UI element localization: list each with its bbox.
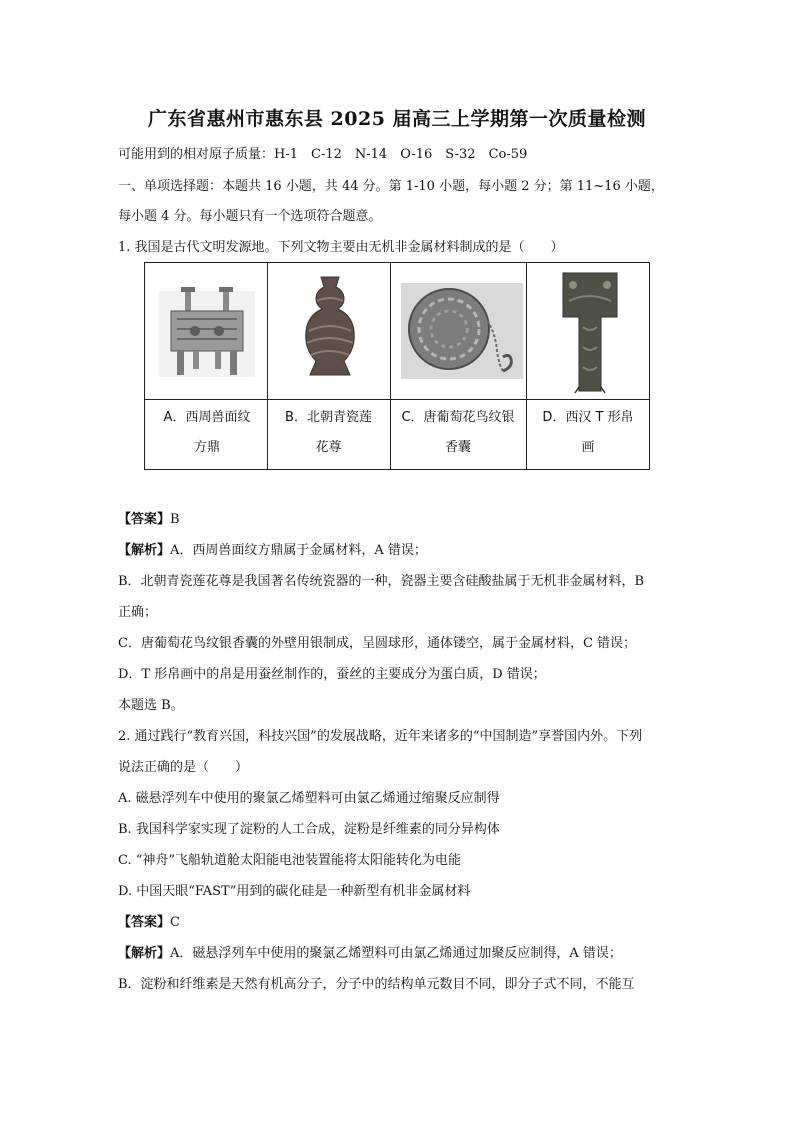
question-1-analysis-line: 【解析】A．西周兽面纹方鼎属于金属材料，A 错误； bbox=[118, 543, 427, 558]
question-1-analysis-line: D．T 形帛画中的帛是用蚕丝制作的，蚕丝的主要成分为蛋白质，D 错误； bbox=[118, 667, 546, 682]
question-2-answer: 【答案】C bbox=[118, 915, 180, 930]
silk-painting-icon bbox=[557, 271, 623, 395]
question-2-analysis-line: B．淀粉和纤维素是天然有机高分子，分子中的结构单元数目不同，即分子式不同，不能互 bbox=[118, 977, 635, 992]
question-2-stem-line-1: 2. 通过践行“教育兴国，科技兴国”的发展战略，近年来诸多的“中国制造”享誉国内外。下列 bbox=[118, 729, 643, 744]
atomic-mass-line: 可能用到的相对原子质量：H-1 C-12 N-14 O-16 S-32 Co-59 bbox=[118, 147, 528, 162]
question-2-stem-line-2: 说法正确的是（ ） bbox=[118, 760, 249, 775]
section-instruction-line-1: 一、单项选择题：本题共 16 小题，共 44 分。第 1-10 小题，每小题 2 分；第 11~16 小题， bbox=[118, 179, 664, 194]
question-2-option-d: D. 中国天眼“FAST”用到的碳化硅是一种新型有机非金属材料 bbox=[118, 884, 471, 899]
option-d-caption: D．西汉 T 形帛 画 bbox=[542, 410, 634, 455]
section-instruction-line-2: 每小题 4 分。每小题只有一个选项符合题意。 bbox=[118, 209, 382, 224]
question-1-answer: 【答案】B bbox=[118, 512, 180, 527]
question-1-option-table bbox=[144, 262, 650, 470]
question-1-analysis-line: 正确； bbox=[118, 605, 158, 620]
question-1-analysis-line: C．唐葡萄花鸟纹银香囊的外壁用银制成，呈圆球形，通体镂空，属于金属材料，C 错误； bbox=[118, 636, 637, 651]
option-a-caption: A．西周兽面纹 方鼎 bbox=[163, 410, 251, 455]
bronze-ding-icon bbox=[155, 271, 259, 389]
question-2-option-b: B. 我国科学家实现了淀粉的人工合成，淀粉是纤维素的同分异构体 bbox=[118, 822, 500, 837]
celadon-zun-icon bbox=[291, 271, 369, 395]
question-2-analysis-line: 【解析】A．磁悬浮列车中使用的聚氯乙烯塑料可由氯乙烯通过加聚反应制得，A 错误； bbox=[118, 946, 622, 961]
question-1-stem: 1. 我国是古代文明发源地。下列文物主要由无机非金属材料制成的是（ ） bbox=[118, 240, 564, 255]
page-title: 广东省惠州市惠东县 2025 届高三上学期第一次质量检测 bbox=[147, 108, 647, 130]
question-1-analysis-line: B．北朝青瓷莲花尊是我国著名传统瓷器的一种，瓷器主要含硅酸盐属于无机非金属材料，B bbox=[118, 574, 645, 589]
question-2-option-c: C. “神舟”飞船轨道舱太阳能电池装置能将太阳能转化为电能 bbox=[118, 853, 462, 868]
option-c-caption: C．唐葡萄花鸟纹银 香囊 bbox=[401, 410, 515, 455]
option-b-caption: B．北朝青瓷莲 花尊 bbox=[285, 410, 372, 455]
question-1-analysis-line: 本题选 B。 bbox=[118, 698, 184, 713]
question-2-option-a: A. 磁悬浮列车中使用的聚氯乙烯塑料可由氯乙烯通过缩聚反应制得 bbox=[118, 791, 500, 806]
silver-censer-icon bbox=[401, 271, 523, 395]
